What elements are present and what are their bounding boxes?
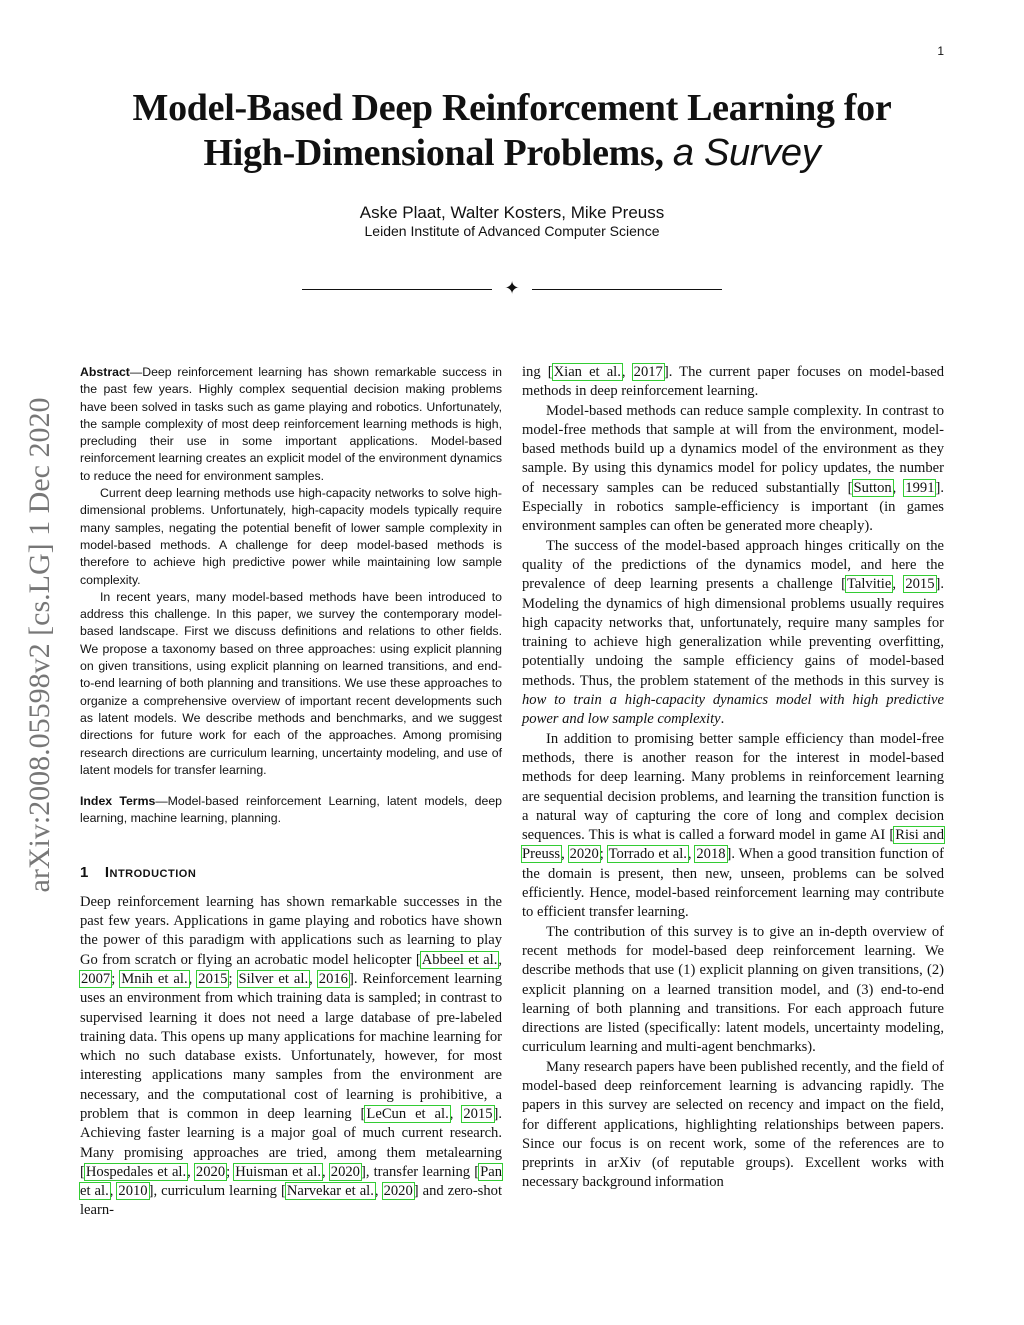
citation-link[interactable]: 2020 xyxy=(383,1183,413,1200)
citation-link[interactable]: Silver et al. xyxy=(238,970,309,987)
arxiv-sidebar xyxy=(20,360,60,930)
right-column xyxy=(522,363,944,1193)
citation-link[interactable]: 2018 xyxy=(696,846,726,863)
abstract-paragraph: Current deep learning methods use high-capacity networks to solve high-dimensional problems. Unfortunately, high-capacity models typically require many samples, negating the potential benefit of lower sample complexity in model-based methods. A challenge for deep model-based methods is therefore to achieve high predictive power while maintaining low sample complexity. xyxy=(80,486,502,587)
abstract xyxy=(80,364,502,779)
citation-link[interactable]: 2007 xyxy=(81,970,111,987)
section-number: 1 xyxy=(80,863,89,881)
authors: Aske Plaat, Walter Kosters, Mike Preuss xyxy=(359,203,665,222)
intro-paragraph: The success of the model-based approach hinges critically on the quality of the predictions of the dynamics model, and here the prevalence of deep learning presents a challenge [Talvitie, 2015]. Modeling the dynamics of high dimensional problems usually requires high capacity networks that, unfortunately, require many samples for training to achieve high generalization while preventing overfitting, potentially undoing the sample efficiency gains of model-based methods. Thus, the problem statement of the methods in this survey is how to train a high-capacity dynamics model with high predictive power and low sample complexity. xyxy=(522,537,945,728)
intro-right-text xyxy=(522,363,944,1193)
citation-link[interactable]: 2016 xyxy=(318,970,348,987)
abstract-text: —Deep reinforcement learning has shown remarkable success in the past few years. Highly complex sequential decision making problems have been solved in tasks such as game playing and robotics. Unfortunately, the sample complexity of most deep reinforcement learning methods is high, precluding their use in some important applications. Model-based reinforcement learning creates an explicit model of the environment dynamics to reduce the need for environment samples. xyxy=(80,365,502,483)
citation-link[interactable]: LeCun et al. xyxy=(366,1105,449,1122)
citation-link[interactable]: Abbeel et al. xyxy=(421,951,498,968)
four-point-star-icon: ✦ xyxy=(504,278,520,299)
affiliation: Leiden Institute of Advanced Computer Science xyxy=(364,223,660,239)
intro-paragraph: ing [Xian et al., 2017]. The current paper focuses on model-based methods in deep reinforcement learning. xyxy=(522,364,944,400)
abstract-paragraph xyxy=(80,364,502,485)
citation-link[interactable]: 2015 xyxy=(463,1105,493,1122)
citation-link[interactable]: Risi and Preuss xyxy=(522,827,944,863)
citation-link[interactable]: Narvekar et al. xyxy=(286,1183,374,1200)
citation-link[interactable]: Hospedales et al. xyxy=(85,1163,187,1180)
title-line-2: High-Dimensional Problems, xyxy=(203,132,664,174)
citation-link[interactable]: 2020 xyxy=(330,1163,360,1180)
citation-link[interactable]: 2017 xyxy=(633,364,663,380)
arxiv-identifier: arXiv:2008.05598v2 [cs.LG] 1 Dec 2020 xyxy=(23,397,56,893)
citation-link[interactable]: Sutton xyxy=(853,479,892,496)
abstract-label: Abstract xyxy=(80,365,130,379)
citation-link[interactable]: Torrado et al. xyxy=(608,846,687,863)
paper-title xyxy=(0,86,1024,176)
problem-statement: how to train a high-capacity dynamics model with high predictive power and low sample complexity xyxy=(522,692,944,728)
title-line-1: Model-Based Deep Reinforcement Learning for xyxy=(132,87,892,129)
divider-line-right xyxy=(532,289,722,290)
left-column xyxy=(80,364,502,1221)
citation-link[interactable]: Talvitie xyxy=(846,576,892,593)
citation-link[interactable]: 2010 xyxy=(118,1183,148,1200)
title-subtitle: a Survey xyxy=(672,132,821,174)
citation-link[interactable]: 2020 xyxy=(195,1163,226,1180)
intro-paragraph: The contribution of this survey is to give an in-depth overview of recent methods for model-based deep reinforcement learning. We describe methods that use (1) explicit planning on given transitions, (2) explicit planning on a learned transition model, and (3) end-to-end learning of both planning and transitions. For each approach future directions are listed (specifically: latent models, uncertainty modeling, curriculum learning and multi-agent benchmarks). xyxy=(522,923,944,1056)
citation-link[interactable]: 1991 xyxy=(905,479,935,496)
section-heading xyxy=(80,864,502,881)
index-terms xyxy=(80,793,502,828)
index-terms-label: Index Terms xyxy=(80,794,156,809)
citation-link[interactable]: 2020 xyxy=(569,846,599,863)
intro-paragraph: Model-based methods can reduce sample complexity. In contrast to model-free methods that sample at will from the environment, model-based methods build up a dynamics model of the environment as they sample. By using this dynamics model for policy updates, the number of necessary samples can be reduced substantially [Sutton, 1991]. Especially in robotics sample-efficiency is important (in games environment samples can often be generated more cheaply). xyxy=(522,402,944,535)
intro-left-text xyxy=(80,893,502,1221)
section-title: Introduction xyxy=(104,863,197,881)
abstract-paragraph: In recent years, many model-based methods have been introduced to address this challenge. In this paper, we survey the contemporary model-based landscape. First we discuss definitions and relations to other fields. We propose a taxonomy based on three approaches: using explicit planning on given transitions, using explicit planning on learned transitions, and end-to-end learning of both planning and transitions. We use these approaches to organize a comprehensive overview of important recent developments such as latent models. We describe methods and benchmarks, and we suggest directions for future work for each of the approaches. Among promising research directions are curriculum learning, uncertainty modeling, and use of latent models for transfer learning. xyxy=(80,589,502,777)
citation-link[interactable]: 2015 xyxy=(198,970,228,987)
title-divider xyxy=(302,279,722,301)
citation-link[interactable]: Xian et al. xyxy=(553,364,621,380)
intro-paragraph: Many research papers have been published recently, and the field of model-based deep reinforcement learning is advancing rapidly. The papers in this survey are selected on recency and impact on the field, for different applications, highlighting relationships between papers. Since our focus is on recent work, some of the references are to preprints in arXiv (of reputable groups). Excellent works with necessary background information xyxy=(522,1058,944,1191)
page-number: 1 xyxy=(937,44,944,58)
intro-paragraph: Deep reinforcement learning has shown remarkable successes in the past few years. Applications in game playing and robotics have shown the power of this paradigm with applications such as learning to play Go from scratch or flying an acrobatic model helicopter [Abbeel et al., 2007; Mnih et al., 2015; Silver et al., 2016]. Reinforcement learning uses an environment from which training data is sampled; in contrast to supervised learning it does not need a large database of pre-labeled training data. This opens up many applications for machine learning for which no such database exists. Unfortunately, however, for most interesting applications many samples from the environment are necessary, and the computational cost of learning is prohibitive, a problem that is common in deep learning [LeCun et al., 2015]. Achieving faster learning is a major goal of much current research. Many promising approaches are tried, among them metalearning [Hospedales et al., 2020; Huisman et al., 2020], transfer learning [Pan et al., 2010], curriculum learning [Narvekar et al., 2020] and zero-shot learn- xyxy=(80,893,503,1219)
index-terms-text: —Model-based reinforcement Learning, latent models, deep learning, machine learning, planning. xyxy=(80,794,502,826)
citation-link[interactable]: Pan et al. xyxy=(80,1163,502,1200)
citation-link[interactable]: 2015 xyxy=(905,576,935,593)
citation-link[interactable]: Huisman et al. xyxy=(235,1163,321,1180)
citation-link[interactable]: Mnih et al. xyxy=(121,970,188,987)
intro-paragraph: In addition to promising better sample efficiency than model-free methods, there is another reason for the interest in model-based methods for deep learning. Many problems in reinforcement learning are sequential decision problems, and learning the transition function is a natural way of capturing the core of long and complex decision sequences. This is what is called a forward model in game AI [Risi and Preuss, 2020; Torrado et al., 2018]. When a good transition function of the domain is present, then new, unseen, problems can be solved efficiently. Hence, model-based reinforcement learning may contribute to efficient transfer learning. xyxy=(522,730,945,921)
